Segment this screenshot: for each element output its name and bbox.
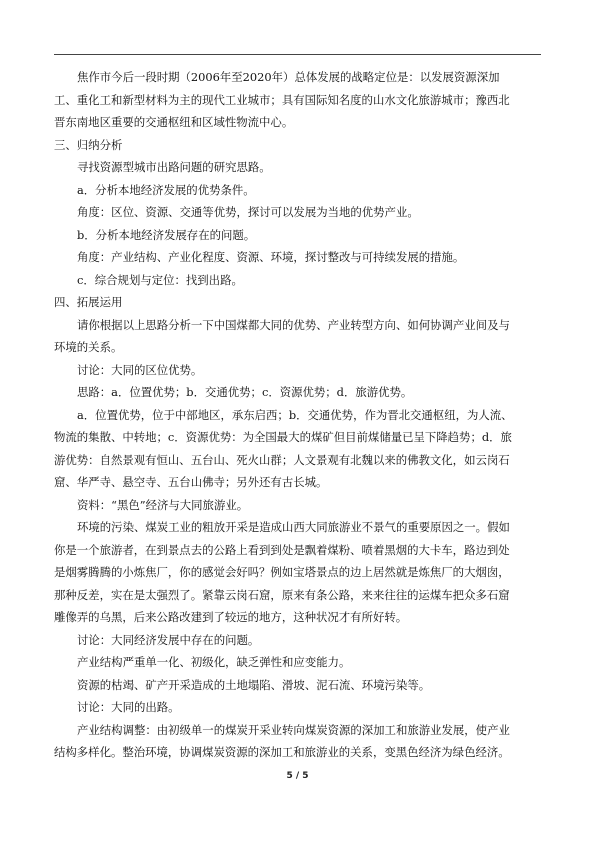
text-line: 环境的关系。: [54, 340, 123, 354]
text-line: 讨论：大同的区位优势。: [77, 362, 203, 377]
text-line: 请你根据以上思路分析一下中国煤都大同的优势、产业转型方向、如何协调产业间及与: [77, 317, 510, 332]
text-line: 是烟雾腾腾的小炼焦厂，你的感觉会好吗？例如宝塔景点的边上居然就是炼焦厂的大烟囱，: [54, 565, 510, 579]
page-number: 5 / 5: [286, 771, 309, 781]
text-line: 资料：“黑色”经济与大同旅游业。: [77, 497, 249, 512]
text-line: 结构多样化。整治环境，协调煤炭资源的深加工和旅游业的关系，变黑色经济为绿色经济。: [54, 745, 510, 759]
text-line: 物流的集散、中转地；c．资源优势：为全国最大的煤矿但目前煤储量已呈下降趋势；d．旅: [54, 430, 512, 444]
text-line: c．综合规划与定位：找到出路。: [77, 272, 243, 287]
text-line: 你是一个旅游者，在到景点去的公路上看到到处是飘着煤粉、喷着黑烟的大卡车，路边到处: [54, 542, 510, 557]
text-line: 游优势：自然景观有恒山、五台山、死火山群；人文景观有北魏以来的佛教文化，如云岗石: [54, 452, 510, 467]
text-line: 讨论：大同的出路。: [77, 700, 180, 714]
text-line: 角度：产业结构、产业化程度、资源、环境，探讨整改与可持续发展的措施。: [77, 250, 465, 264]
text-line: 晋东南地区重要的交通枢纽和区域性物流中心。: [54, 115, 294, 129]
text-line: 焦作市今后一段时期（2006年至2020年）总体发展的战略定位是：以发展资源深加: [77, 70, 500, 84]
text-line: 产业结构调整：由初级单一的煤炭开采业转向煤炭资源的深加工和旅游业发展，使产业: [77, 722, 510, 737]
top-rule: [54, 54, 541, 55]
text-line: 讨论：大同经济发展中存在的问题。: [77, 632, 260, 647]
text-line: 三、归纳分析: [54, 137, 123, 152]
text-line: 角度：区位、资源、交通等优势，探讨可以发展为当地的优势产业。: [77, 205, 419, 219]
document-body: [54, 66, 541, 764]
text-line: 四、拓展运用: [54, 295, 123, 309]
text-line: 窟、华严寺、悬空寺、五台山佛寺；另外还有古长城。: [54, 475, 328, 489]
text-line: 思路：a．位置优势；b．交通优势；c．资源优势；d．旅游优势。: [77, 385, 413, 399]
text-line: 环境的污染、煤炭工业的粗放开采是造成山西大同旅游业不景气的重要原因之一。假如: [77, 520, 510, 534]
text-line: b．分析本地经济发展存在的问题。: [77, 227, 256, 242]
text-line: 工、重化工和新型材料为主的现代工业城市；具有国际知名度的山水文化旅游城市；豫西北: [54, 92, 510, 107]
text-line: 产业结构严重单一化、初级化，缺乏弹性和应变能力。: [77, 655, 351, 669]
text-line: 资源的枯竭、矿产开采造成的土地塌陷、滑坡、泥石流、环境污染等。: [77, 677, 431, 692]
text-line: 那种反差，实在是太强烈了。紧靠云岗石窟，原来有条公路，来来往往的运煤车把众多石窟: [54, 587, 510, 602]
text-line: 雕像弄的乌黑，后来公路改建到了较远的地方，这种状况才有所好转。: [54, 610, 408, 624]
text-line: a．位置优势，位于中部地区，承东启西；b．交通优势，作为晋北交通枢纽，为人流、: [77, 407, 513, 422]
text-line: 寻找资源型城市出路问题的研究思路。: [77, 160, 271, 174]
text-line: a．分析本地经济发展的优势条件。: [77, 182, 255, 197]
